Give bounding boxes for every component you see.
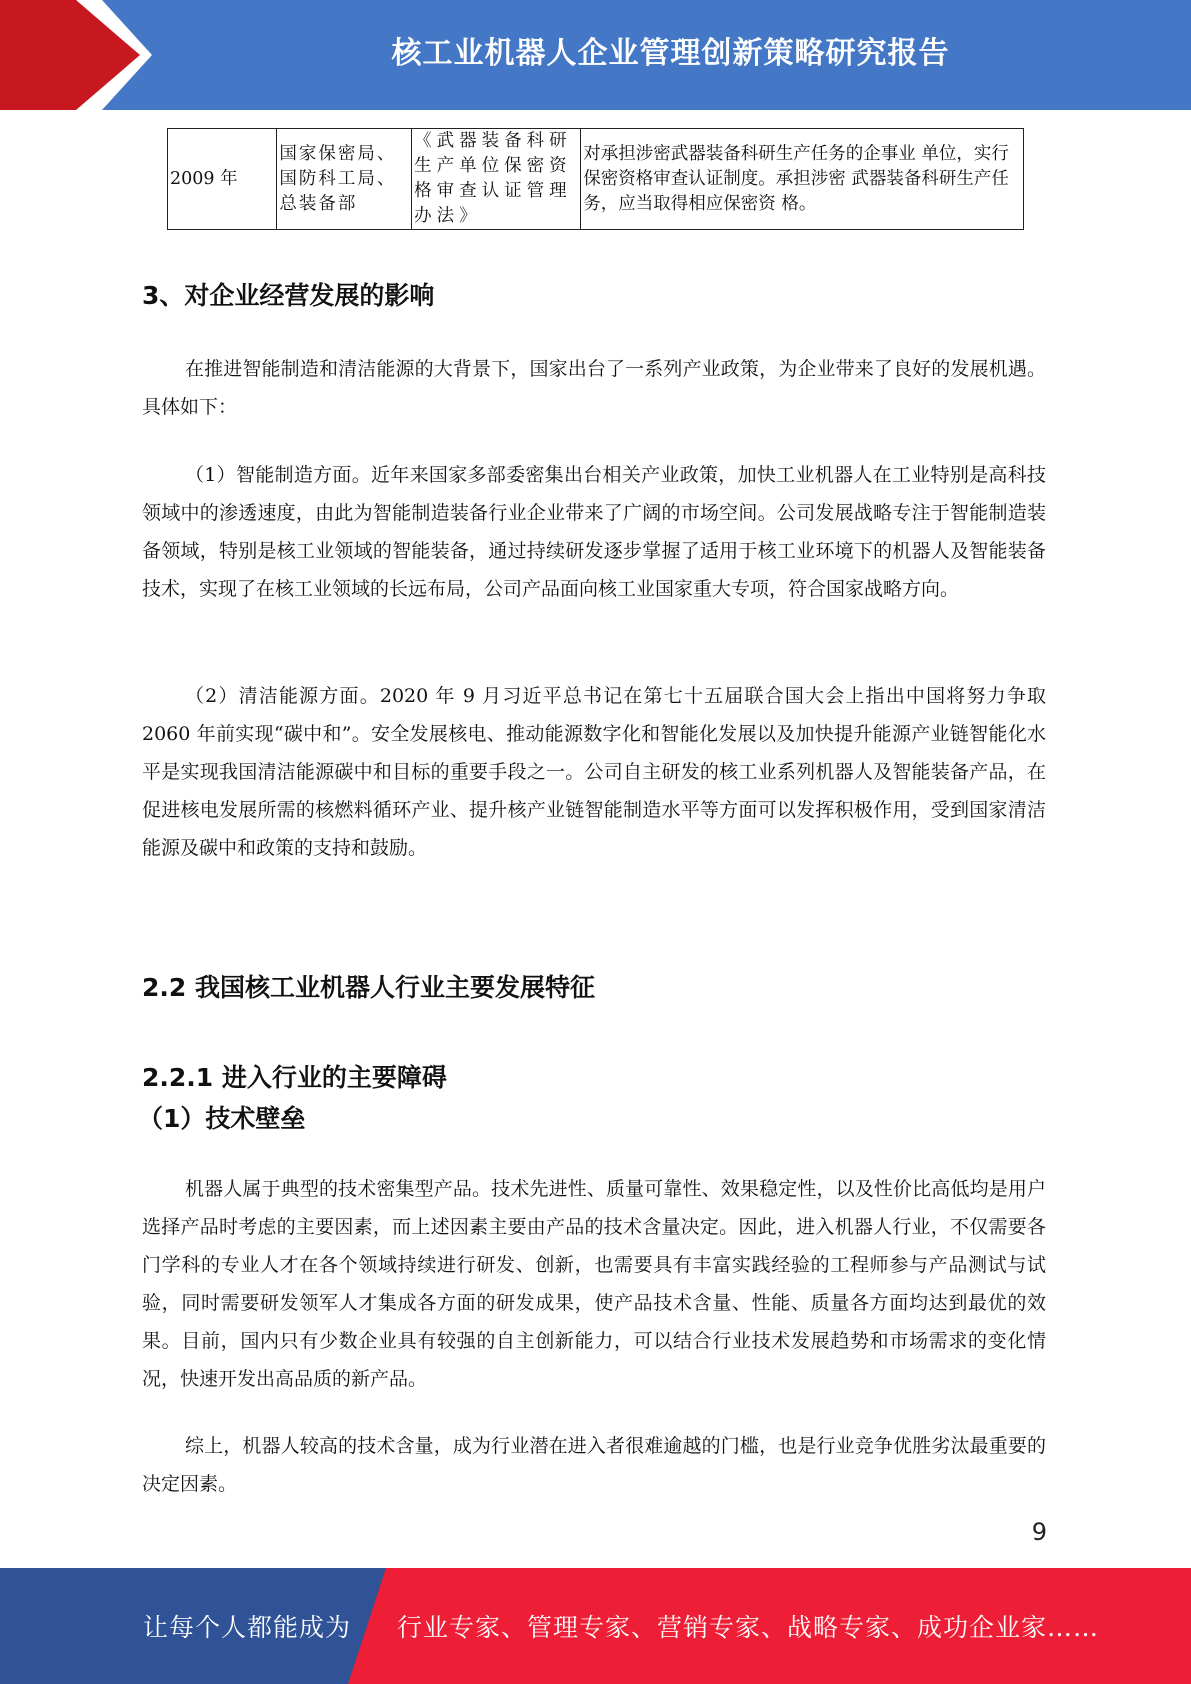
table-cell-law: 《武器装备科研生产单位保密资格审查认证管理办法》 <box>412 129 581 230</box>
header-arrow-icon <box>0 0 140 110</box>
table-cell-description: 对承担涉密武器装备科研生产任务的企事业 单位，实行保密资格审查认证制度。承担涉密 武器装备科研生产任务，应当取得相应保密资 格。 <box>581 129 1024 230</box>
page-number: 9 <box>1031 1518 1047 1546</box>
table-row <box>168 129 1024 230</box>
paragraph-intro: 在推进智能制造和清洁能源的大背景下，国家出台了一系列产业政策，为企业带来了良好的发展机遇。具体如下： <box>142 358 1046 418</box>
section-heading-2-2: 2.2 我国核工业机器人行业主要发展特征 <box>142 973 595 1002</box>
table-cell-year: 2009 年 <box>168 129 277 230</box>
footer-slogan-left: 让每个人都能成为 <box>143 1613 352 1642</box>
footer-slogan-right: 行业专家、管理专家、营销专家、战略专家、成功企业家…… <box>397 1613 1100 1642</box>
paragraph-clean-energy: （2）清洁能源方面。2020 年 9 月习近平总书记在第七十五届联合国大会上指出中国将努力争取 2060 年前实现“碳中和”。安全发展核电、推动能源数字化和智能化发展以及加快提升能源产业链智能化水平是实现我国清洁能源碳中和目标的重要手段之一。公司自主研发的核工业系列机器人及智能装备产品，在促进核电发展所需的核燃料循环产业、提升核产业链智能制造水平等方面可以发挥积极作用，受到国家清洁能源及碳中和政策的支持和鼓励。 <box>142 685 1046 859</box>
paragraph-smart-manufacturing: （1）智能制造方面。近年来国家多部委密集出台相关产业政策，加快工业机器人在工业特别是高科技领域中的渗透速度，由此为智能制造装备行业企业带来了广阔的市场空间。公司发展战略专注于智能制造装备领域，特别是核工业领域的智能装备，通过持续研发逐步掌握了适用于核工业环境下的机器人及智能装备技术，实现了在核工业领域的长远布局，公司产品面向核工业国家重大专项，符合国家战略方向。 <box>142 464 1046 600</box>
section-heading-2-2-1: 2.2.1 进入行业的主要障碍 <box>142 1063 447 1092</box>
policy-table <box>167 128 1024 230</box>
page-header <box>0 0 1191 110</box>
section-heading-impact: 3、对企业经营发展的影响 <box>142 281 435 310</box>
section-heading-tech-barrier: （1）技术壁垒 <box>138 1104 306 1133</box>
document-title: 核工业机器人企业管理创新策略研究报告 <box>391 36 950 71</box>
table-cell-department: 国家保密局、国防科工局、总装备部 <box>277 129 412 230</box>
page-footer <box>0 1568 1191 1684</box>
paragraph-summary: 综上，机器人较高的技术含量，成为行业潜在进入者很难逾越的门槛，也是行业竞争优胜劣汰最重要的决定因素。 <box>142 1435 1046 1495</box>
paragraph-tech-barrier: 机器人属于典型的技术密集型产品。技术先进性、质量可靠性、效果稳定性，以及性价比高低均是用户选择产品时考虑的主要因素，而上述因素主要由产品的技术含量决定。因此，进入机器人行业，不仅需要各门学科的专业人才在各个领域持续进行研发、创新，也需要具有丰富实践经验的工程师参与产品测试与试验，同时需要研发领军人才集成各方面的研发成果，使产品技术含量、性能、质量各方面均达到最优的效果。目前，国内只有少数企业具有较强的自主创新能力，可以结合行业技术发展趋势和市场需求的变化情况，快速开发出高品质的新产品。 <box>142 1178 1046 1390</box>
